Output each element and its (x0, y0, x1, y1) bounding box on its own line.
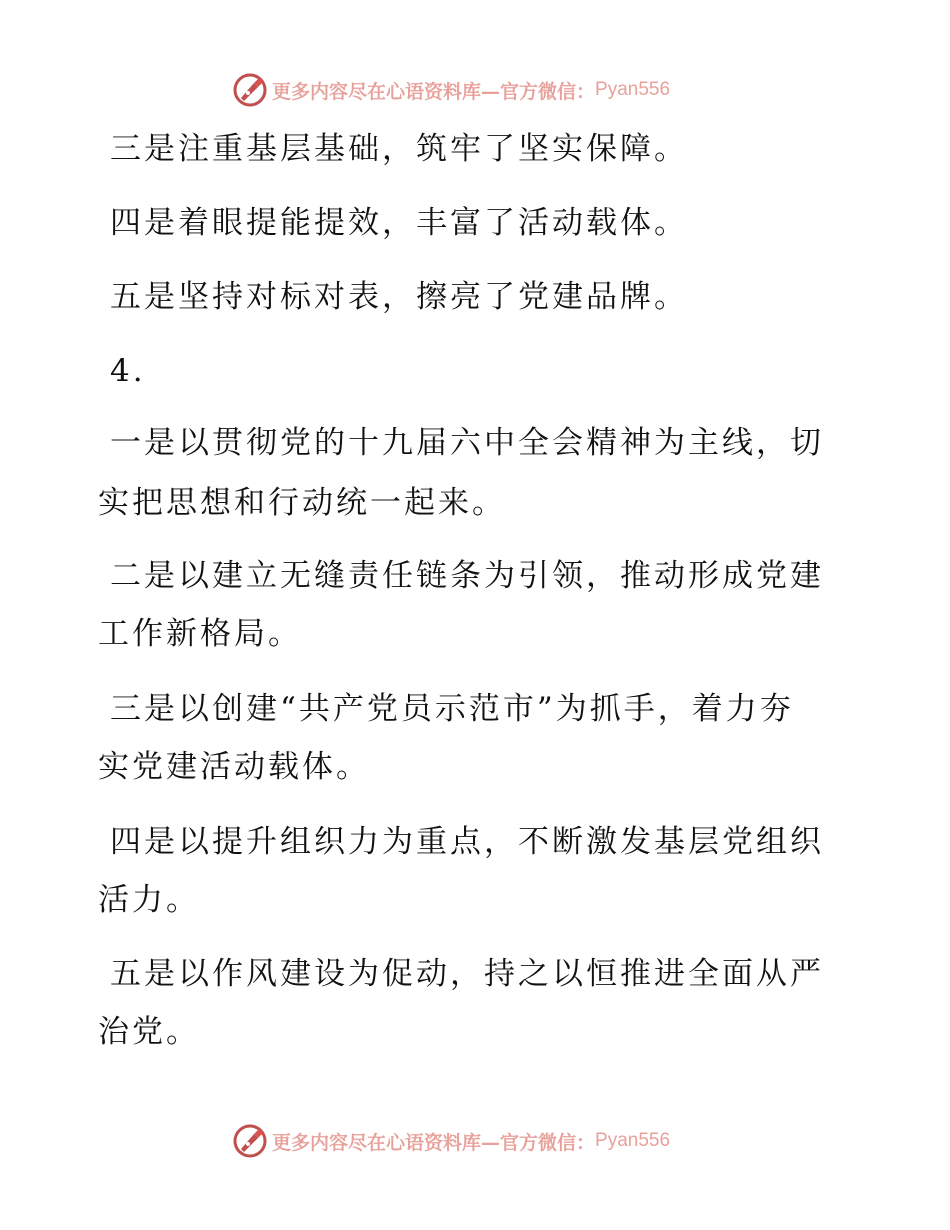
paragraph-line: 一是以贯彻党的十九届六中全会精神为主线，切 (110, 425, 824, 461)
watermark-account: Pyan556 (595, 1130, 671, 1151)
paragraph-line: 五是以作风建设为促动，持之以恒推进全面从严 (110, 956, 824, 992)
paragraph-line: 三是注重基层基础，筑牢了坚实保障。 (110, 131, 688, 167)
watermark-account: Pyan556 (595, 79, 671, 100)
paragraph-line: 治党。 (98, 1014, 200, 1050)
paragraph-line: 活力。 (98, 882, 200, 918)
watermark-text: 更多内容尽在心语资料库—官方微信： (272, 80, 596, 103)
pen-nib-logo-icon (232, 1123, 268, 1159)
section-number: 4. (110, 353, 146, 389)
paragraph-line: 四是以提升组织力为重点，不断激发基层党组织 (110, 824, 824, 860)
paragraph-line: 实党建活动载体。 (98, 749, 370, 785)
footer-watermark (232, 1121, 670, 1161)
paragraph-line: 五是坚持对标对表，擦亮了党建品牌。 (110, 279, 688, 315)
paragraph-line: 二是以建立无缝责任链条为引领，推动形成党建 (110, 558, 824, 594)
paragraph-line: 工作新格局。 (98, 616, 302, 652)
paragraph-line: 实把思想和行动统一起来。 (98, 485, 506, 521)
paragraph-line: 三是以创建“共产党员示范市”为抓手，着力夯 (110, 691, 794, 727)
paragraph-line: 四是着眼提能提效，丰富了活动载体。 (110, 205, 688, 241)
watermark-text: 更多内容尽在心语资料库—官方微信： (272, 1131, 596, 1154)
